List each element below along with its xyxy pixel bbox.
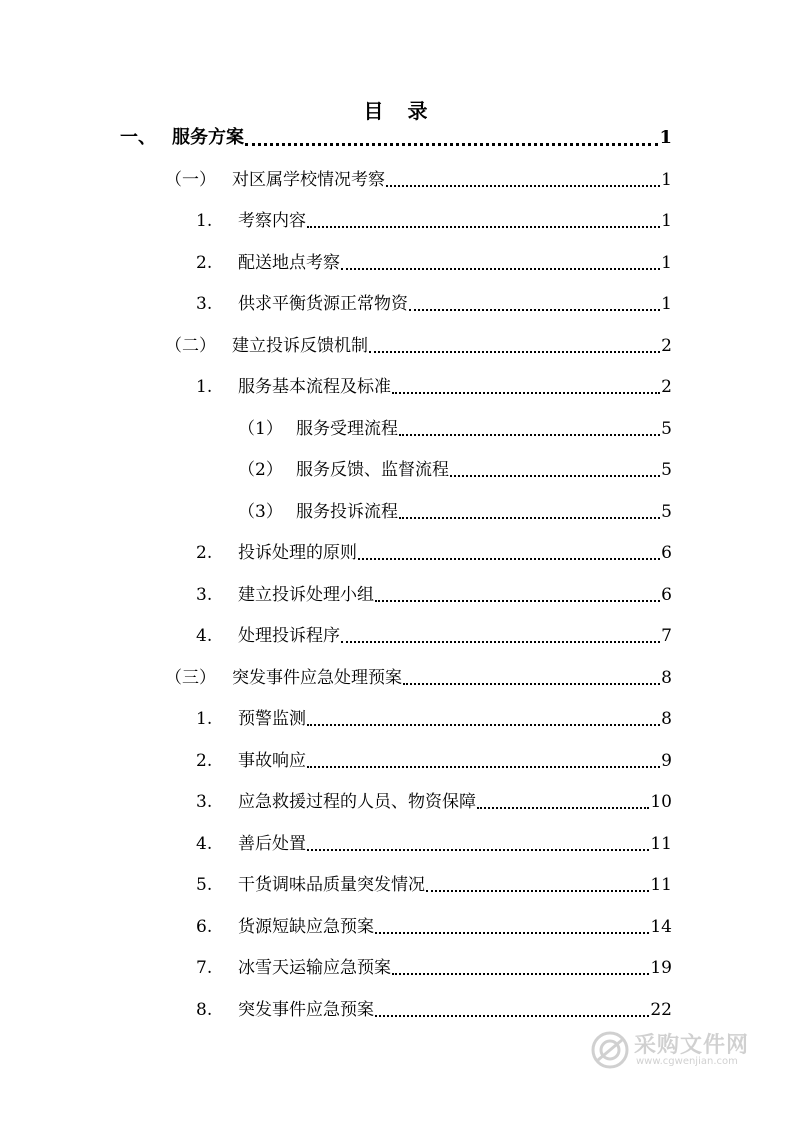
toc-entry-number: 3.	[196, 792, 213, 812]
toc-entry-text: 处理投诉程序	[238, 626, 340, 646]
toc-entry-number: 4.	[196, 626, 213, 646]
watermark-name: 采购文件网	[634, 1033, 750, 1058]
toc-entry[interactable]	[196, 583, 672, 607]
toc-leader-dots	[341, 268, 660, 270]
toc-entry-page: 8	[661, 709, 672, 729]
toc-entry[interactable]	[196, 707, 672, 731]
toc-leader-dots	[399, 517, 660, 519]
toc-entry-number: （二）	[165, 336, 216, 356]
toc-entry-text: 干货调味品质量突发情况	[238, 875, 425, 895]
toc-entry-text: 考察内容	[238, 211, 306, 231]
toc-entry-page: 6	[661, 585, 672, 605]
toc-entry[interactable]	[196, 209, 672, 233]
toc-entry[interactable]	[196, 956, 672, 980]
toc-entry-page: 1	[661, 211, 672, 231]
toc-entry-number: 3.	[196, 294, 213, 314]
toc-entry-number: 4.	[196, 834, 213, 854]
toc-entry-number: （1）	[238, 419, 283, 439]
toc-title: 目 录	[363, 99, 430, 123]
toc-entry-page: 10	[650, 792, 672, 812]
toc-leader-dots	[392, 392, 660, 394]
toc-leader-dots	[245, 143, 658, 146]
toc-entry[interactable]	[196, 541, 672, 565]
toc-entry-page: 5	[661, 502, 672, 522]
toc-entry-text: 预警监测	[238, 709, 306, 729]
toc-entry-text: 对区属学校情况考察	[232, 170, 385, 190]
toc-entry-text: 突发事件应急预案	[238, 1000, 374, 1020]
toc-entry-text: 冰雪天运输应急预案	[238, 958, 391, 978]
toc-entry-page: 1	[661, 253, 672, 273]
toc-entry[interactable]	[165, 334, 672, 358]
toc-leader-dots	[386, 185, 660, 187]
toc-entry-number: 2.	[196, 543, 213, 563]
toc-entry[interactable]	[238, 417, 672, 441]
toc-leader-dots	[307, 766, 660, 768]
toc-entry[interactable]	[196, 749, 672, 773]
toc-entry-number: （三）	[165, 668, 216, 688]
toc-entry-page: 1	[661, 294, 672, 314]
toc-entry-page: 22	[650, 1000, 672, 1020]
toc-entry[interactable]	[196, 375, 672, 399]
toc-entry-text: 突发事件应急处理预案	[232, 668, 402, 688]
toc-entry[interactable]	[238, 500, 672, 524]
watermark	[590, 1026, 760, 1074]
toc-entry[interactable]	[196, 832, 672, 856]
toc-entry-page: 11	[650, 875, 672, 895]
toc-entry[interactable]	[196, 251, 672, 275]
toc-entry-text: 货源短缺应急预案	[238, 917, 374, 937]
toc-leader-dots	[375, 600, 660, 602]
toc-entry-page: 1	[659, 127, 672, 148]
toc-entry-number: 1.	[196, 709, 213, 729]
toc-leader-dots	[341, 641, 660, 643]
toc-entry-number: 一、	[120, 127, 156, 148]
toc-entry-number: 2.	[196, 253, 213, 273]
toc-entry[interactable]	[165, 666, 672, 690]
toc-entry-page: 1	[661, 170, 672, 190]
toc-entry[interactable]	[196, 790, 672, 814]
toc-entry-text: 供求平衡货源正常物资	[238, 294, 408, 314]
toc-entry-number: （2）	[238, 460, 283, 480]
toc-leader-dots	[375, 932, 649, 934]
toc-leader-dots	[369, 351, 660, 353]
toc-entry-text: 服务受理流程	[296, 419, 398, 439]
toc-entry-page: 8	[661, 668, 672, 688]
toc-entry-text: 善后处置	[238, 834, 306, 854]
watermark-logo-icon	[590, 1030, 630, 1070]
toc-entry[interactable]	[120, 126, 672, 150]
toc-entry-page: 11	[650, 834, 672, 854]
toc-leader-dots	[307, 724, 660, 726]
toc-leader-dots	[450, 475, 660, 477]
toc-entry-page: 19	[650, 958, 672, 978]
toc-entry-text: 服务方案	[172, 127, 244, 148]
toc-entry-text: 服务反馈、监督流程	[296, 460, 449, 480]
toc-entry-number: 1.	[196, 211, 213, 231]
toc-entry-number: 5.	[196, 875, 213, 895]
toc-entry-text: 建立投诉处理小组	[238, 585, 374, 605]
toc-leader-dots	[358, 558, 660, 560]
toc-entry[interactable]	[165, 168, 672, 192]
toc-entry[interactable]	[238, 458, 672, 482]
toc-entry-page: 2	[661, 336, 672, 356]
toc-leader-dots	[426, 890, 649, 892]
toc-entry-number: （3）	[238, 502, 283, 522]
toc-entry[interactable]	[196, 998, 672, 1022]
toc-leader-dots	[392, 973, 649, 975]
toc-leader-dots	[399, 434, 660, 436]
toc-entry[interactable]	[196, 292, 672, 316]
toc-entry-number: 3.	[196, 585, 213, 605]
toc-entry-number: （一）	[165, 170, 216, 190]
toc-leader-dots	[307, 226, 660, 228]
toc-leader-dots	[403, 683, 660, 685]
toc-entry-text: 事故响应	[238, 751, 306, 771]
watermark-url: www.cgwenjian.com	[636, 1056, 738, 1067]
toc-leader-dots	[477, 807, 649, 809]
toc-entry-text: 投诉处理的原则	[238, 543, 357, 563]
toc-entry-number: 8.	[196, 1000, 213, 1020]
toc-entry-page: 7	[661, 626, 672, 646]
toc-leader-dots	[409, 309, 660, 311]
toc-entry-page: 2	[661, 377, 672, 397]
toc-entry-text: 应急救援过程的人员、物资保障	[238, 792, 476, 812]
toc-entry-page: 9	[661, 751, 672, 771]
toc-leader-dots	[307, 849, 649, 851]
toc-entry-number: 2.	[196, 751, 213, 771]
toc-entry-page: 6	[661, 543, 672, 563]
toc-entry-text: 配送地点考察	[238, 253, 340, 273]
toc-entry[interactable]	[196, 624, 672, 648]
toc-leader-dots	[375, 1015, 649, 1017]
toc-entry-page: 5	[661, 460, 672, 480]
toc-entry-page: 5	[661, 419, 672, 439]
toc-entry-text: 服务投诉流程	[296, 502, 398, 522]
toc-entry[interactable]	[196, 915, 672, 939]
toc-entry[interactable]	[196, 873, 672, 897]
toc-entry-number: 1.	[196, 377, 213, 397]
toc-entry-number: 7.	[196, 958, 213, 978]
toc-entry-number: 6.	[196, 917, 213, 937]
toc-entry-text: 建立投诉反馈机制	[232, 336, 368, 356]
toc-entry-page: 14	[650, 917, 672, 937]
toc-entry-text: 服务基本流程及标准	[238, 377, 391, 397]
